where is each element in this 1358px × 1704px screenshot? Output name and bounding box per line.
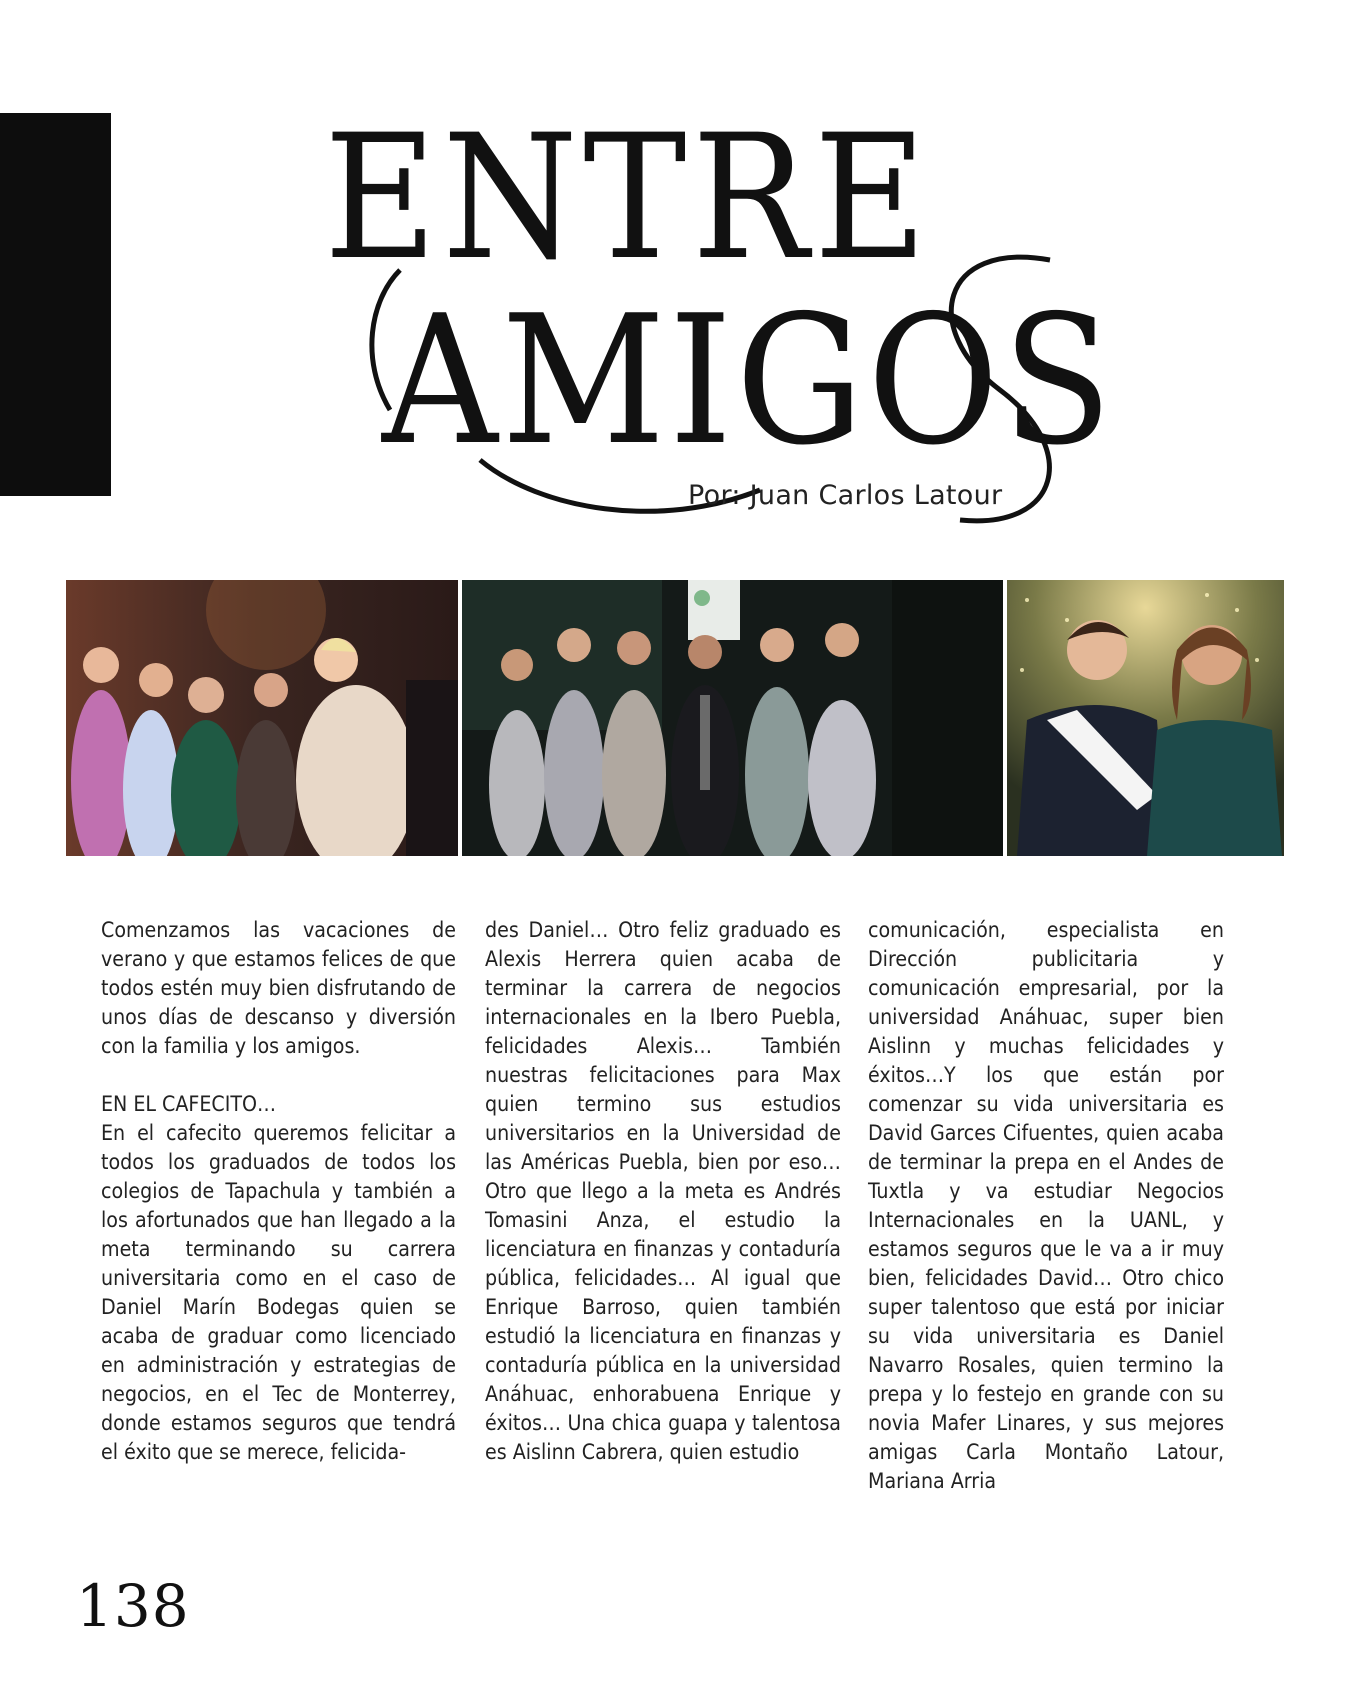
title-amigos: AMIGOS <box>382 277 1116 484</box>
page-number: 138 <box>76 1572 190 1640</box>
body-paragraph: des Daniel… Otro feliz graduado es Alexis Herrera quien acaba de terminar la carrera de negocios internacionales en la Ibero Puebla, felicidades Alexis… También nuestras felicitaciones para Max quien termino sus estudios universitarios en la Universidad de las Américas Puebla, bien por eso… Otro que llego a la meta es Andrés Tomasini Anza, el estudio la licenciatura en finanzas y contaduría pública, felicidades… Al igual que Enrique Barroso, quien también estudió la licenciatura en finanzas y contaduría pública en la universidad Anáhuac, enhorabuena Enrique y éxitos… Una chica guapa y talentosa es Aislinn Cabrera, quien estudio <box>485 917 841 1464</box>
author-byline: Por: Juan Carlos Latour <box>688 480 1003 511</box>
black-accent-bar <box>0 113 111 496</box>
intro-paragraph: Comenzamos las vacaciones de verano y que estamos felices de que todos estén muy bien disfrutando de unos días de descanso y diversión con la familia y los amigos. <box>101 917 456 1058</box>
group-photo-sequin-dresses <box>462 580 1003 856</box>
photo-strip <box>66 580 1284 856</box>
article-column-1 <box>101 915 456 1466</box>
party-photo-girls-cheering <box>66 580 458 856</box>
article-column-2 <box>485 915 841 1466</box>
graduate-with-sash-photo <box>1007 580 1284 856</box>
body-paragraph: comunicación, especialista en Dirección publicitaria y comunicación empresarial, por la universidad Anáhuac, super bien Aislinn y muchas felicidades y éxitos…Y los que están por comenzar su vida universitaria es David Garces Cifuentes, quien acaba de terminar la prepa en el Andes de Tuxtla y va estudiar Negocios Internacionales en la UANL, y estamos seguros que le va a ir muy bien, felicidades David… Otro chico super talentoso que está por iniciar su vida universitaria es Daniel Navarro Rosales, quien termino la prepa y lo festejo en grande con su novia Mafer Linares, y sus mejores amigas Carla Montaño Latour, Mariana Arria <box>868 917 1224 1493</box>
article-column-3 <box>868 915 1224 1495</box>
title-entre: ENTRE <box>324 97 933 298</box>
body-paragraph: En el cafecito queremos felicitar a todos los graduados de todos los colegios de Tapachula y también a los afortunados que han llegado a la meta terminando su carrera universitaria como en el caso de Daniel Marín Bodegas quien se acaba de graduar como licenciado en administración y estrategias de negocios, en el Tec de Monterrey, donde estamos seguros que tendrá el éxito que se merece, felicida- <box>101 1120 456 1464</box>
section-heading: EN EL CAFECITO… <box>101 1091 277 1116</box>
